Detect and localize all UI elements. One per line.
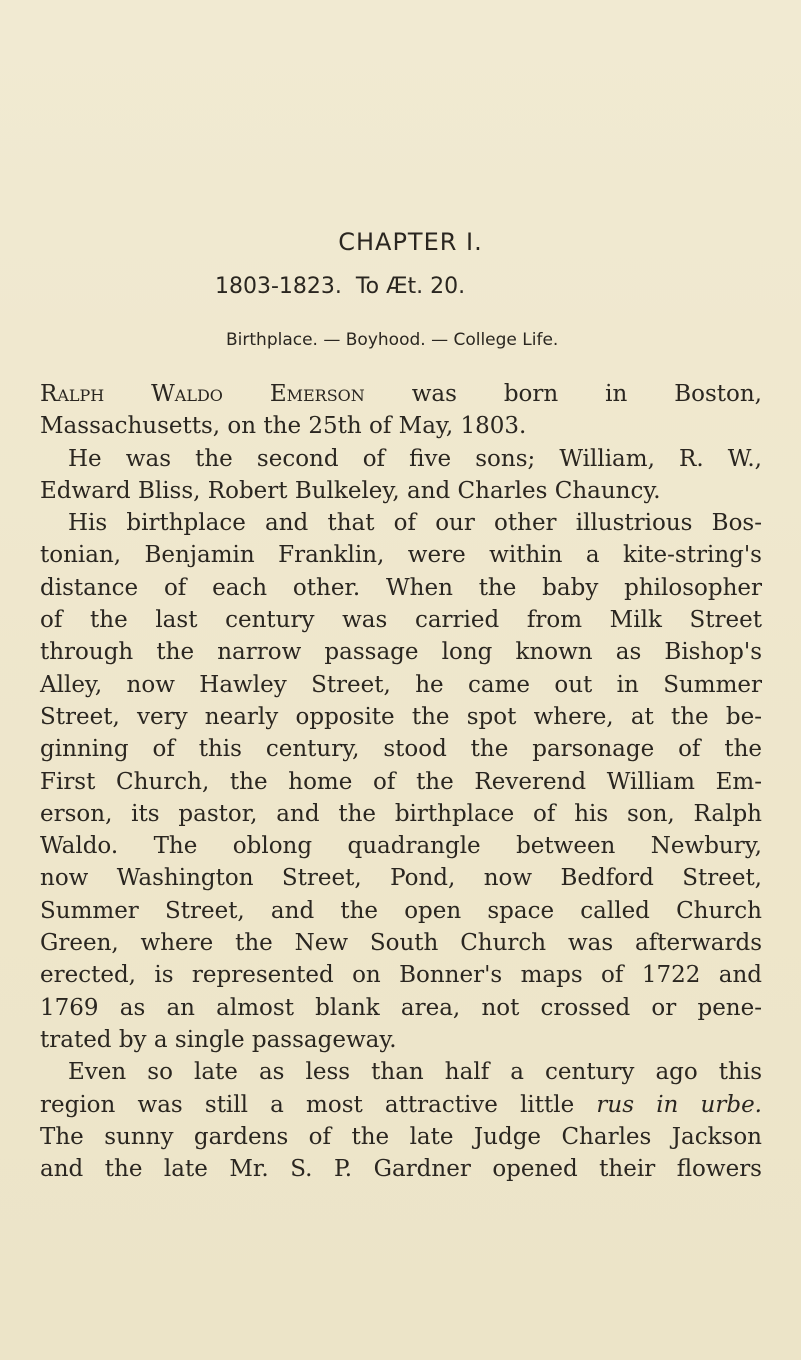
year-range: 1803-1823. [215,274,342,299]
text-line: Summer Street, and the open space called Church [40,897,762,924]
text-line: First Church, the home of the Reverend William Em- [40,768,762,795]
text-line: tonian, Benjamin Franklin, were within a kite-string's [40,542,762,569]
text-line: erson, its pastor, and the birthplace of his son, Ralph [40,800,762,827]
text-line: through the narrow passage long known as Bishop's [40,639,762,666]
chapter-topics: Birthplace. — Boyhood. — College Life. [226,330,559,350]
text-line: distance of each other. When the baby philosopher [40,574,762,601]
text-line: Massachusetts, on the 25th of May, 1803. [40,413,527,440]
text-line: Waldo. The oblong quadrangle between Newbury, [40,833,762,860]
text-line: Street, very nearly opposite the spot where, at the be- [40,703,762,730]
author-name-lead: Ralph Waldo Emerson [40,381,365,407]
text-fragment: was born in Boston, [364,381,762,407]
text-line: Even so late as less than half a century ago this [68,1059,762,1086]
text-line: erected, is represented on Bonner's maps of 1722 and [40,962,762,989]
text-line: 1769 as an almost blank area, not crossed or pene- [40,994,762,1021]
text-line: Edward Bliss, Robert Bulkeley, and Charles Chauncy. [40,477,661,504]
text-line: Alley, now Hawley Street, he came out in Summer [40,671,762,698]
text-line [40,378,762,410]
chapter-title: CHAPTER I. [338,228,483,256]
chapter-body [40,378,762,1185]
latin-phrase: rus in urbe. [596,1091,762,1118]
text-line: and the late Mr. S. P. Gardner opened their flowers [40,1156,762,1183]
text-line: of the last century was carried from Milk Street [40,607,762,634]
text-line: now Washington Street, Pond, now Bedford Street, [40,865,762,892]
text-line: ginning of this century, stood the parsonage of the [40,736,762,763]
text-line: His birthplace and that of our other illustrious Bos- [68,510,762,537]
text-line: The sunny gardens of the late Judge Charles Jackson [40,1123,762,1150]
text-line: Green, where the New South Church was afterwards [40,930,762,957]
chapter-date-range [215,274,465,299]
text-line: He was the second of five sons; William, R. W., [68,445,762,472]
age-range: To Æt. 20. [355,274,466,299]
text-line [40,1089,762,1121]
text-line: trated by a single passageway. [40,1026,397,1053]
text-fragment: region was still a most attractive little [40,1091,597,1118]
